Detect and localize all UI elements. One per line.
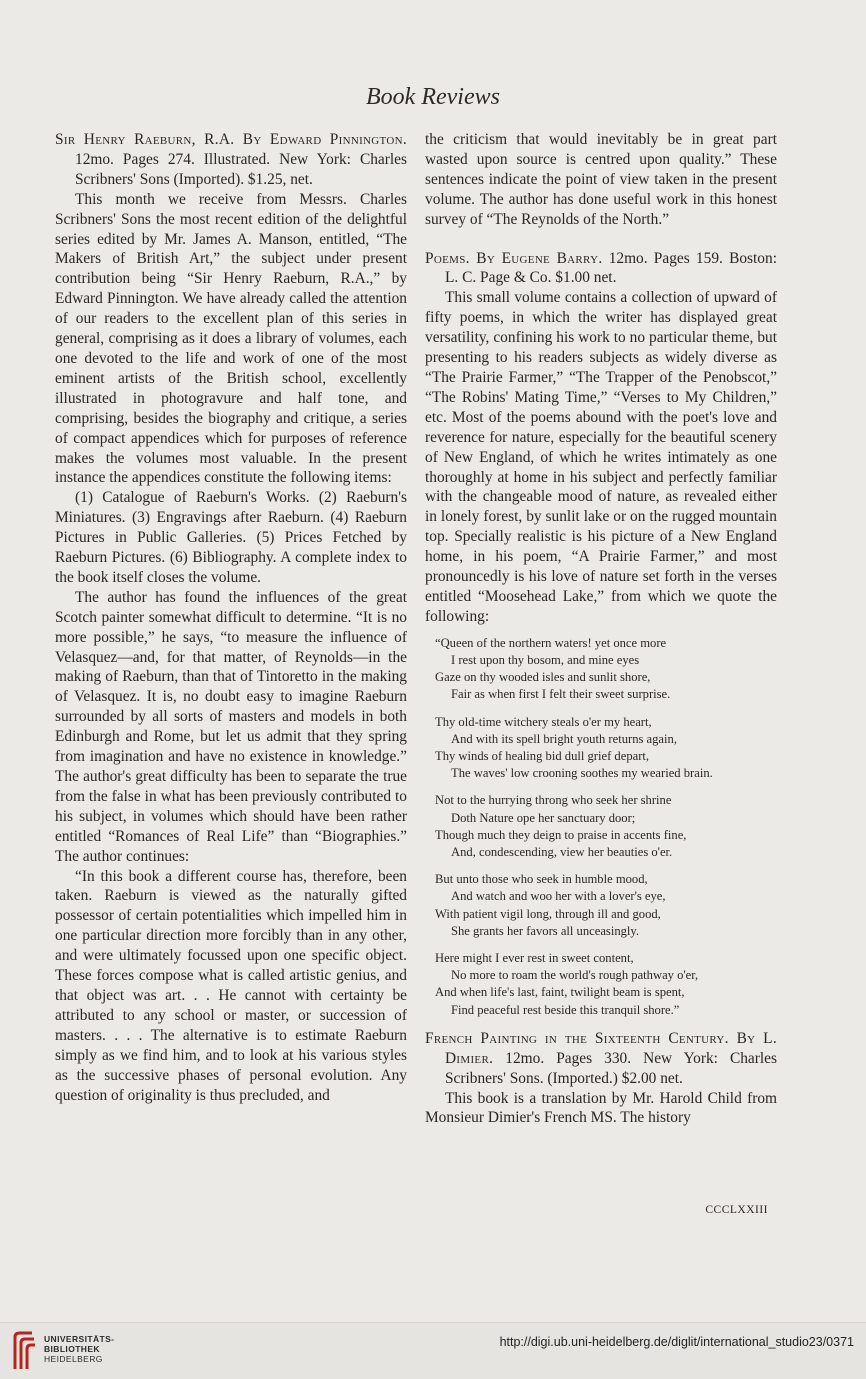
- poem-line: And with its spell bright youth returns again,: [451, 731, 677, 746]
- book-title: Poems. By Eugene Barry.: [425, 249, 603, 267]
- review-paragraph: (1) Catalogue of Raeburn's Works. (2) Raeburn's Miniatures. (3) Engravings after Raeburn. (4) Raeburn Pictures in Public Galleries. (5) Prices Fetched by Raeburn Pictures. (6) Bibliography. A complete index to the book itself closes the volume.: [55, 489, 407, 586]
- poem-stanza: [435, 871, 777, 940]
- library-name: [44, 1335, 114, 1364]
- library-name-line: BIBLIOTHEK: [44, 1343, 100, 1354]
- poem-line: And when life's last, faint, twilight beam is spent,: [435, 985, 685, 1000]
- poem-line: Thy old-time witchery steals o'er my heart,: [435, 714, 652, 729]
- poem-line: She grants her favors all unceasingly.: [451, 923, 640, 938]
- poem-line: Gaze on thy wooded isles and sunlit shore,: [435, 670, 651, 685]
- poem-line: And, condescending, view her beauties o'er.: [451, 844, 673, 859]
- poem-stanza: [435, 950, 777, 1019]
- book-details: 12mo. Pages 159. Boston: L. C. Page & Co. $1.00 net.: [445, 249, 777, 287]
- poem-line: Here might I ever rest in sweet content,: [435, 951, 634, 965]
- section-gap: [425, 230, 777, 249]
- poem-stanza: [435, 635, 777, 704]
- poem-line: Doth Nature ope her sanctuary door;: [451, 810, 636, 825]
- poem-line: “Queen of the northern waters! yet once more: [435, 635, 667, 650]
- review-paragraph: This book is a translation by Mr. Harold Child from Monsieur Dimier's French MS. The history: [425, 1089, 777, 1127]
- book-entry: [425, 249, 777, 289]
- review-paragraph: This month we receive from Messrs. Charles Scribners' Sons the most recent edition of the delightful series edited by Mr. James A. Manson, entitled, “The Makers of British Art,” the subject under present contribution being “Sir Henry Raeburn, R.A.,” by Edward Pinnington. We have already called the attention of our readers to the excellent plan of this series in general, comprising as it does a library of volumes, each one devoted to the life and work of one of the most eminent artists of the British school, excellently illustrated in photogravure and half tone, and comprising, besides the biography and critique, a series of compact appendices which for purposes of reference makes the volumes most valuable. In the present instance the appendices constitute the following items:: [55, 190, 407, 487]
- book-entry: [55, 130, 407, 190]
- poem-quote: [435, 635, 777, 1019]
- poem-line: Though much they deign to praise in accents fine,: [435, 827, 687, 842]
- source-url-link[interactable]: http://digi.ub.uni-heidelberg.de/diglit/international_studio23/0371: [499, 1335, 854, 1349]
- book-details: 12mo. Pages 330. New York: Charles Scribners' Sons. (Imported.) $2.00 net.: [445, 1049, 777, 1087]
- poem-line: The waves' low crooning soothes my wearied brain.: [451, 766, 713, 781]
- review-paragraph: The author has found the influences of the great Scotch painter somewhat difficult to determine. “It is no more possible,” he says, “to measure the influence of Velasquez—and, for that matter, of Reynolds—in the making of Raeburn, than that of Tintoretto in the making of Velasquez. It is, no doubt easy to imagine Raeburn surrounded by all sorts of masters and models in both Edinburgh and Rome, but let us admit that they spring from imagination and have no existence in knowledge.” The author's great difficulty has been to separate the true from the false in what has been previously contributed to his subject, in volumes which should have been rather entitled “Romances of Real Life” than “Biographies.” The author continues:: [55, 588, 407, 865]
- poem-line: With patient vigil long, through ill and good,: [435, 906, 661, 921]
- poem-line: Thy winds of healing bid dull grief depart,: [435, 748, 650, 763]
- review-paragraph: “In this book a different course has, therefore, been taken. Raeburn is viewed as the naturally gifted possessor of certain potentialities which impelled him in one particular direction more forcibly than in any other, and were ultimately focussed upon one specific object. These forces compose what is called artistic genius, and that object was art. . . He cannot with certainty be attributed to any school or master, or succession of masters. . . . The alternative is to estimate Raeburn simply as we find him, and to look at his various styles as the successive phases of personal evolution. Any question of originality is thus precluded, and: [55, 867, 407, 1104]
- review-paragraph: the criticism that would inevitably be in great part wasted upon source is centred upon quality.” These sentences indicate the point of view taken in the present volume. The author has done useful work in this honest survey of “The Reynolds of the North.”: [425, 131, 777, 228]
- review-paragraph: This small volume contains a collection of upward of fifty poems, in which the writer has displayed great versatility, confining his work to no particular theme, but presenting to his readers subjects as widely diverse as “The Prairie Farmer,” “The Trapper of the Penobscot,” “The Robins' Mating Time,” “Verses to My Children,” etc. Most of the poems abound with the poet's love and reverence for nature, especially for the beautiful scenery of New England, of which he writes intimately as one thoroughly at home in his subject and perfectly familiar with the changeable mood of nature, as revealed either in lonely forest, by sunlit lake or on the rugged mountain top. Specially realistic is his picture of a New England home, in his poem, “A Prairie Farmer,” and most pronouncedly is his love of nature set forth in the verses entitled “Moosehead Lake,” from which we quote the following:: [425, 289, 777, 625]
- poem-stanza: [435, 714, 777, 783]
- running-header: Book Reviews: [366, 84, 500, 110]
- book-details: 12mo. Pages 274. Illustrated. New York: Charles Scribners' Sons (Imported). $1.25, net.: [75, 150, 407, 188]
- poem-line: But unto those who seek in humble mood,: [435, 872, 648, 887]
- book-title: Sir Henry Raeburn, R.A. By Edward Pinnington.: [55, 131, 407, 148]
- poem-line: Fair as when first I felt their sweet surprise.: [451, 687, 671, 702]
- poem-line: I rest upon thy bosom, and mine eyes: [451, 652, 640, 667]
- right-column: [425, 130, 777, 1128]
- book-entry: [425, 1029, 777, 1089]
- page-number: CCCLXXIII: [705, 1204, 768, 1216]
- poem-line: No more to roam the world's rough pathway o'er,: [451, 968, 699, 983]
- poem-stanza: [435, 792, 777, 861]
- library-name-line: UNIVERSITÄTS-: [44, 1334, 115, 1344]
- poem-line: And watch and woo her with a lover's eye,: [451, 889, 666, 904]
- footer: [0, 1322, 866, 1379]
- poem-line: Find peaceful rest beside this tranquil shore.”: [451, 1002, 680, 1017]
- library-logo-icon: [10, 1331, 36, 1371]
- poem-line: Not to the hurrying throng who seek her shrine: [435, 793, 672, 808]
- library-name-line: HEIDELBERG: [44, 1353, 103, 1364]
- left-column: [55, 130, 407, 1105]
- book-title: French Painting in the Sixteenth Century. By L. Dimier.: [425, 1029, 777, 1067]
